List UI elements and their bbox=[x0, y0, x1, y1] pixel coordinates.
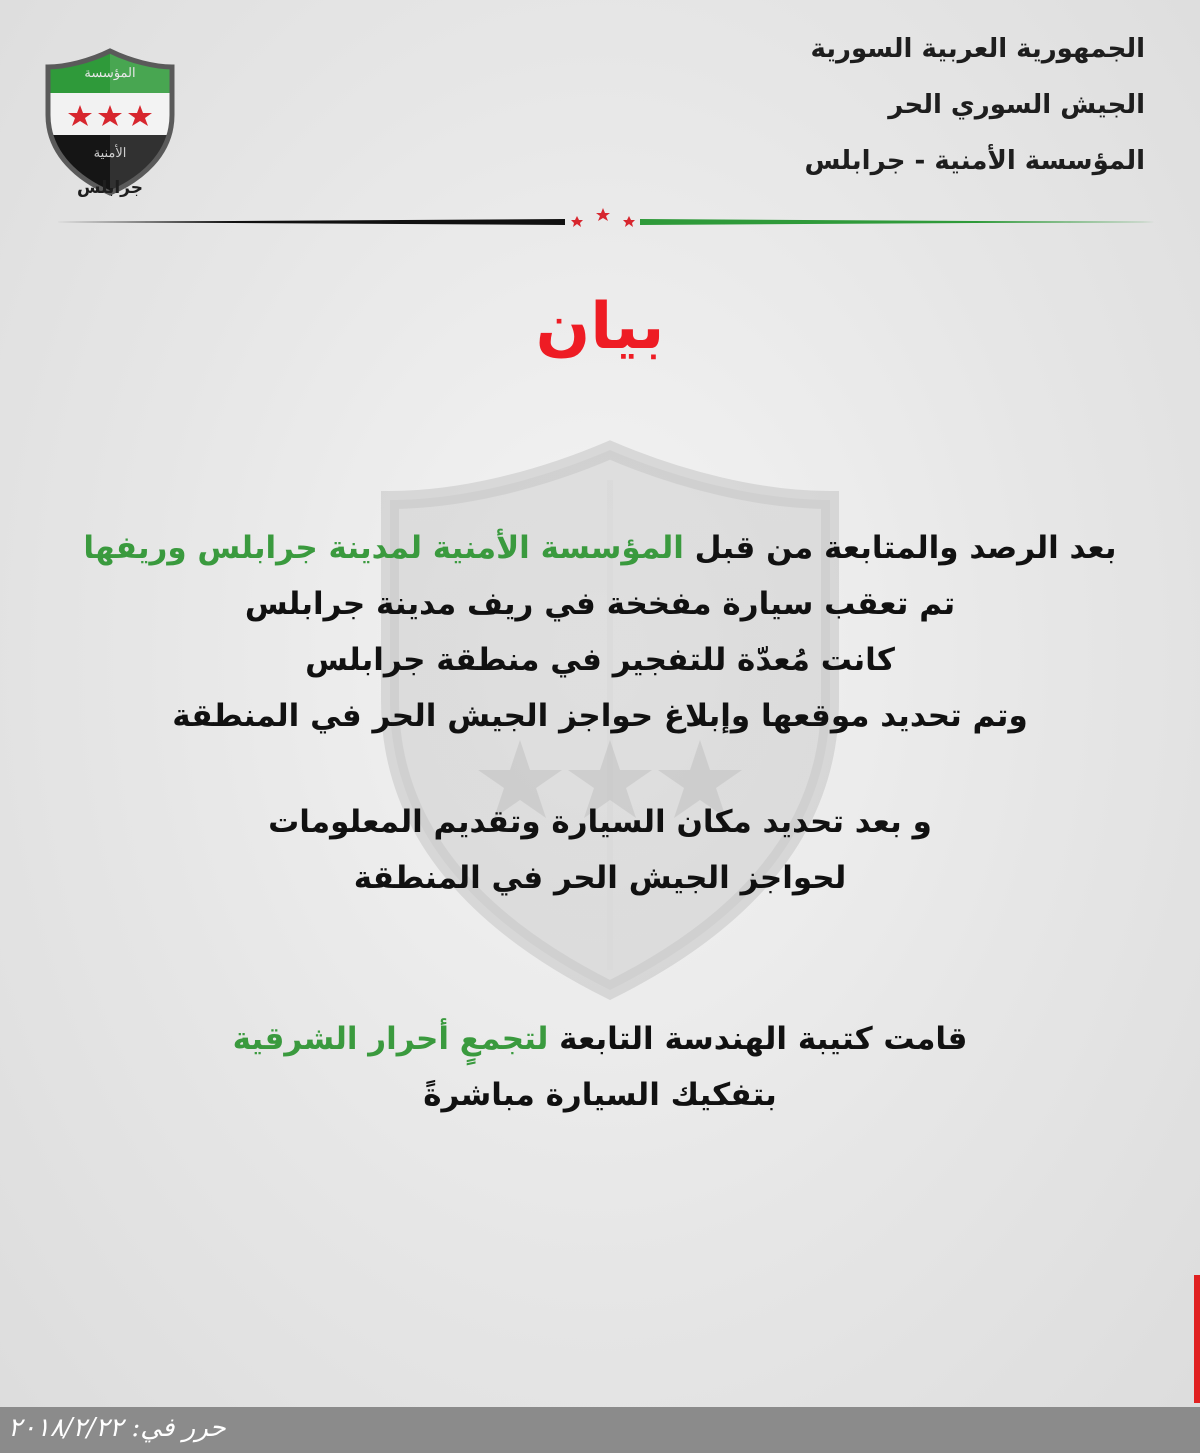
side-mark bbox=[1194, 1275, 1200, 1403]
organization-header bbox=[805, 30, 1145, 198]
footer-bar bbox=[0, 1407, 1200, 1453]
statement-line: بتفكيك السيارة مباشرةً bbox=[423, 1077, 777, 1113]
statement-line: وتم تحديد موقعها وإبلاغ حواجز الجيش الحر في المنطقة bbox=[172, 698, 1028, 734]
header-line-army: الجيش السوري الحر bbox=[888, 90, 1145, 120]
statement-body bbox=[30, 520, 1170, 1123]
issue-date: حرر في: ٢٠١٨/٢/٢٢ bbox=[8, 1413, 226, 1443]
flag-divider bbox=[55, 205, 1155, 231]
statement-line: تم تعقب سيارة مفخخة في ريف مدينة جرابلس bbox=[244, 586, 956, 622]
statement-line: و بعد تحديد مكان السيارة وتقديم المعلومات bbox=[268, 804, 932, 840]
header-line-republic: الجمهورية العربية السورية bbox=[810, 34, 1145, 64]
star-icon bbox=[623, 216, 635, 227]
highlight-institution: المؤسسة الأمنية لمدينة جرابلس وريفها bbox=[83, 530, 684, 566]
star-icon bbox=[596, 208, 610, 221]
highlight-group: لتجمعٍ أحرار الشرقية bbox=[232, 1021, 549, 1057]
star-icon bbox=[571, 216, 583, 227]
statement-line: قامت كتيبة الهندسة التابعة لتجمعٍ أحرار الشرقية bbox=[232, 1021, 968, 1057]
logo-caption: جرابلس bbox=[76, 178, 143, 198]
page-title: بيان bbox=[535, 290, 665, 364]
statement-line: كانت مُعدّة للتفجير في منطقة جرابلس bbox=[305, 642, 895, 678]
header-line-institution: المؤسسة الأمنية - جرابلس bbox=[804, 146, 1145, 176]
logo-bottom-text: الأمنية bbox=[93, 146, 127, 161]
statement-line: لحواجز الجيش الحر في المنطقة bbox=[353, 860, 847, 896]
logo-top-text: المؤسسة bbox=[84, 66, 136, 81]
statement-line: بعد الرصد والمتابعة من قبل المؤسسة الأمنية لمدينة جرابلس وريفها bbox=[83, 530, 1117, 566]
